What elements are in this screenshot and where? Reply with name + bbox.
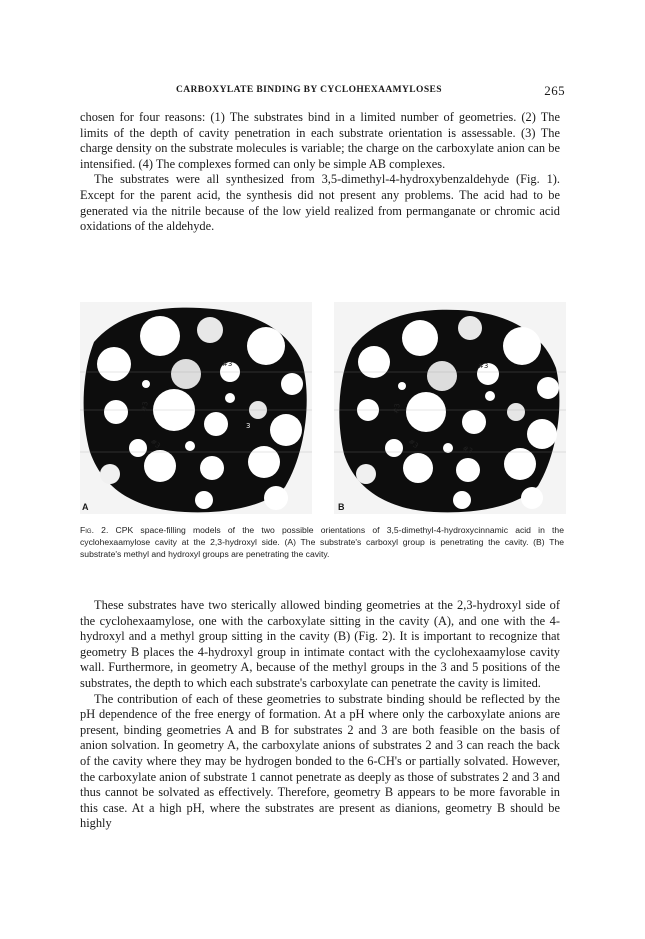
model-label: #3	[478, 362, 489, 370]
page-number: 265	[544, 83, 565, 98]
paragraph: The substrates were all synthesized from 3,5-dimethyl-4-hydroxybenzaldehyde (Fig. 1). Except for the parent acid, the synthesis did not present any problems. The acid had to be generated via the nitrile because of the low yield realized from permanganate or chromic acid oxidations of the aldehyde.	[80, 172, 560, 234]
paragraph: The contribution of each of these geometries to substrate binding should be reflected by the pH dependence of the free energy of formation. At a pH where only the carboxylate anions are present, binding geometries A and B for substrates 2 and 3 are both feasible on the basis of anion solvation. In geometry A, the carboxylate anions of substrates 2 and 3 can reach the back of the cavity where they may be hydrogen bonded to the 6-CH's or partially solvated. However, the carboxylate anion of substrate 1 cannot penetrate as deeply as those of substrates 2 and 3 and thus cannot be solvated as effectively. Therefore, geometry B appears to be more favorable in this case. At a high pH, where the substrates are present as dianions, geometry B should be highly	[80, 691, 560, 831]
model-label: 3	[246, 422, 251, 430]
body-text-bottom	[80, 598, 560, 832]
panel-label-b: B	[338, 502, 345, 512]
model-label: #3	[406, 437, 420, 451]
paragraph: chosen for four reasons: (1) The substrates bind in a limited number of geometries. (2) The limits of the depth of cavity penetration in each substrate orientation is assessable. (3) The charge density on the substrate molecules is variable; the charge on the carboxylate anion can be intensified. (4) The complexes formed can only be simple AB complexes.	[80, 110, 560, 171]
cpk-model-image-a	[80, 302, 312, 514]
paragraph: These substrates have two sterically allowed binding geometries at the 2,3-hydroxyl side of the cyclohexaamylose, one with the carboxylate sitting in the cavity (A), and one with the 4-hydroxyl and a methyl group sitting in the cavity (B) (Fig. 2). It is important to recognize that geometry B places the 4-hydroxyl group in intimate contact with the cyclohexaamylose cavity wall. Furthermore, in geometry A, because of the methyl groups in the 3 and 5 positions of the substrates, the depth to which each substrate's carboxylate can penetrate the cavity is limited.	[80, 598, 560, 690]
running-head-title: CARBOXYLATE BINDING BY CYCLOHEXAAMYLOSES	[176, 85, 442, 95]
cpk-model-image-b	[334, 302, 566, 514]
figure-panel-a	[80, 302, 312, 514]
figure-panel-b	[334, 302, 566, 514]
model-label: #3	[222, 360, 233, 368]
caption-text: CPK space-filling models of the two possible orientations of 3,5-dimethyl-4-hydroxycinnamic acid in the cyclohexaamylose cavity at the 2,3-hydroxyl side. (A) The substrate's carboxyl group is penetrating the cavity. (B) The substrate's methyl and hydroxyl groups are penetrating the cavity.	[80, 525, 564, 559]
model-label: #3	[148, 437, 162, 451]
figure-2	[80, 302, 566, 516]
model-label: #3	[140, 400, 150, 413]
model-label: #3	[392, 402, 402, 415]
caption-figure-number: Fig. 2.	[80, 525, 109, 535]
running-head	[80, 83, 565, 99]
panel-label-a: A	[82, 502, 89, 512]
model-label: #3	[461, 444, 474, 456]
figure-caption	[80, 524, 564, 560]
body-text-top	[80, 110, 560, 235]
